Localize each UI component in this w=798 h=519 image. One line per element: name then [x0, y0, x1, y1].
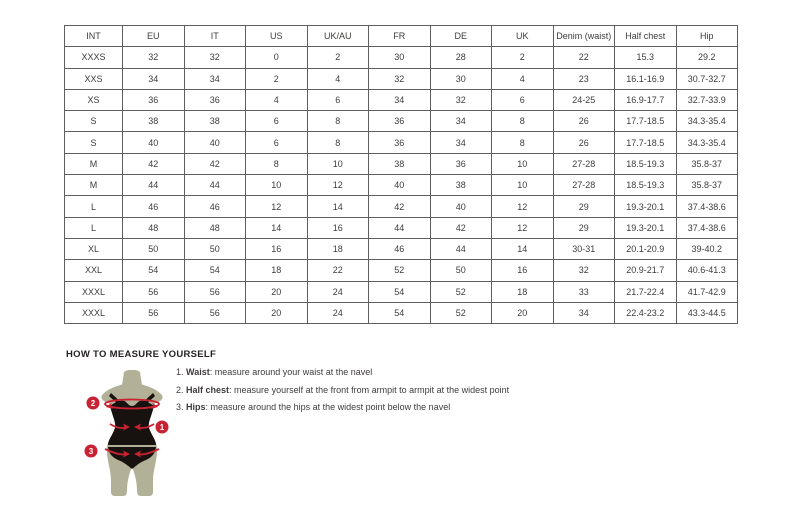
- table-row: [65, 89, 738, 110]
- measurement-figure: [78, 370, 186, 500]
- table-cell: 20: [246, 281, 308, 302]
- table-row: [65, 132, 738, 153]
- table-cell: 6: [492, 89, 554, 110]
- table-cell: 20.9-21.7: [615, 260, 677, 281]
- table-cell: 21.7-22.4: [615, 281, 677, 302]
- table-cell: 46: [123, 196, 185, 217]
- table-cell: 16: [246, 238, 308, 259]
- measure-step-waist: [176, 367, 509, 377]
- table-cell: 24: [307, 281, 369, 302]
- table-cell: 38: [369, 153, 431, 174]
- table-cell: 56: [123, 302, 185, 323]
- size-chart-table: [64, 25, 738, 324]
- table-cell: 32: [430, 89, 492, 110]
- table-cell: 29.2: [676, 47, 738, 68]
- table-cell: 56: [184, 302, 246, 323]
- table-cell: 50: [123, 238, 185, 259]
- step-term: Half chest: [186, 384, 230, 395]
- table-cell: XS: [65, 89, 123, 110]
- table-cell: 4: [307, 68, 369, 89]
- table-cell: XXXS: [65, 47, 123, 68]
- table-cell: 35.8-37: [676, 175, 738, 196]
- table-cell: 56: [123, 281, 185, 302]
- table-row: [65, 260, 738, 281]
- column-header: INT: [65, 26, 123, 47]
- table-row: [65, 217, 738, 238]
- table-cell: 42: [430, 217, 492, 238]
- table-cell: 40: [184, 132, 246, 153]
- table-cell: 2: [246, 68, 308, 89]
- table-row: [65, 196, 738, 217]
- table-cell: 36: [369, 111, 431, 132]
- table-cell: 20: [492, 302, 554, 323]
- table-cell: 32.7-33.9: [676, 89, 738, 110]
- step-term: Hips: [186, 402, 206, 412]
- marker-2: 2: [90, 399, 96, 408]
- table-cell: 32: [123, 47, 185, 68]
- table-cell: 8: [307, 132, 369, 153]
- table-row: [65, 281, 738, 302]
- column-header: Half chest: [615, 26, 677, 47]
- measure-section-title: HOW TO MEASURE YOURSELF: [66, 349, 217, 360]
- table-cell: 10: [492, 153, 554, 174]
- table-cell: 56: [184, 281, 246, 302]
- table-cell: M: [65, 153, 123, 174]
- table-cell: 18.5-19.3: [615, 153, 677, 174]
- table-cell: XXXL: [65, 281, 123, 302]
- table-cell: 40: [123, 132, 185, 153]
- table-cell: XXS: [65, 68, 123, 89]
- table-cell: 52: [430, 281, 492, 302]
- table-cell: 34.3-35.4: [676, 111, 738, 132]
- table-cell: 10: [492, 175, 554, 196]
- table-cell: 40.6-41.3: [676, 260, 738, 281]
- table-cell: 42: [184, 153, 246, 174]
- table-cell: 20: [246, 302, 308, 323]
- table-cell: 29: [553, 196, 615, 217]
- mannequin-illustration-icon: [78, 370, 186, 500]
- table-cell: 37.4-38.6: [676, 196, 738, 217]
- table-cell: 6: [246, 132, 308, 153]
- table-cell: 54: [369, 302, 431, 323]
- table-cell: 54: [184, 260, 246, 281]
- table-cell: 2: [307, 47, 369, 68]
- column-header: EU: [123, 26, 185, 47]
- table-cell: 24-25: [553, 89, 615, 110]
- table-cell: 35.8-37: [676, 153, 738, 174]
- step-term: Waist: [186, 367, 210, 377]
- column-header: IT: [184, 26, 246, 47]
- table-cell: 30.7-32.7: [676, 68, 738, 89]
- table-cell: 38: [430, 175, 492, 196]
- table-cell: 30: [369, 47, 431, 68]
- table-row: [65, 47, 738, 68]
- table-row: [65, 238, 738, 259]
- table-cell: 44: [123, 175, 185, 196]
- table-cell: 10: [246, 175, 308, 196]
- table-cell: 20.1-20.9: [615, 238, 677, 259]
- table-cell: 30-31: [553, 238, 615, 259]
- table-cell: 19.3-20.1: [615, 196, 677, 217]
- table-cell: 4: [492, 68, 554, 89]
- table-cell: 12: [492, 196, 554, 217]
- table-cell: 4: [246, 89, 308, 110]
- table-cell: 43.3-44.5: [676, 302, 738, 323]
- table-cell: 27-28: [553, 153, 615, 174]
- step-number: 1.: [176, 367, 184, 377]
- step-description: : measure yourself at the front from armpit to armpit at the widest point: [229, 384, 510, 395]
- marker-3: 3: [88, 447, 94, 456]
- table-cell: 46: [369, 238, 431, 259]
- table-cell: 8: [492, 111, 554, 132]
- table-cell: 29: [553, 217, 615, 238]
- column-header: UK: [492, 26, 554, 47]
- step-number: 3.: [176, 402, 184, 412]
- size-table-header-row: [65, 26, 738, 47]
- table-cell: 14: [492, 238, 554, 259]
- table-cell: 23: [553, 68, 615, 89]
- table-cell: 34: [123, 68, 185, 89]
- table-cell: 34: [369, 89, 431, 110]
- table-cell: 52: [430, 302, 492, 323]
- table-cell: 48: [184, 217, 246, 238]
- table-cell: XL: [65, 238, 123, 259]
- column-header: US: [246, 26, 308, 47]
- column-header: FR: [369, 26, 431, 47]
- table-cell: XXXL: [65, 302, 123, 323]
- table-cell: L: [65, 196, 123, 217]
- table-cell: 22: [553, 47, 615, 68]
- table-cell: 0: [246, 47, 308, 68]
- table-cell: 34: [184, 68, 246, 89]
- marker-1: 1: [159, 423, 165, 432]
- table-cell: 17.7-18.5: [615, 111, 677, 132]
- table-cell: L: [65, 217, 123, 238]
- column-header: DE: [430, 26, 492, 47]
- table-cell: 27-28: [553, 175, 615, 196]
- column-header: Hip: [676, 26, 738, 47]
- table-cell: 54: [123, 260, 185, 281]
- table-cell: 2: [492, 47, 554, 68]
- table-row: [65, 68, 738, 89]
- table-cell: 48: [123, 217, 185, 238]
- step-number: 2.: [176, 384, 184, 395]
- table-cell: 32: [369, 68, 431, 89]
- table-cell: 44: [430, 238, 492, 259]
- table-cell: 26: [553, 111, 615, 132]
- table-cell: 18: [246, 260, 308, 281]
- table-cell: 12: [307, 175, 369, 196]
- table-cell: 10: [307, 153, 369, 174]
- table-cell: 42: [369, 196, 431, 217]
- column-header: UK/AU: [307, 26, 369, 47]
- table-cell: 50: [430, 260, 492, 281]
- table-cell: 54: [369, 281, 431, 302]
- table-cell: 33: [553, 281, 615, 302]
- table-cell: 16: [307, 217, 369, 238]
- table-cell: 52: [369, 260, 431, 281]
- table-cell: S: [65, 132, 123, 153]
- table-cell: 38: [123, 111, 185, 132]
- measure-step-hips: [176, 402, 509, 412]
- table-cell: 14: [307, 196, 369, 217]
- table-cell: 15.3: [615, 47, 677, 68]
- table-cell: 40: [430, 196, 492, 217]
- table-cell: 34: [430, 132, 492, 153]
- table-cell: 30: [430, 68, 492, 89]
- table-cell: 12: [492, 217, 554, 238]
- step-description: : measure around your waist at the navel: [209, 367, 373, 377]
- table-cell: 36: [123, 89, 185, 110]
- table-cell: 12: [246, 196, 308, 217]
- table-cell: 42: [123, 153, 185, 174]
- table-row: [65, 302, 738, 323]
- table-cell: 40: [369, 175, 431, 196]
- table-cell: 16.1-16.9: [615, 68, 677, 89]
- column-header: Denim (waist): [553, 26, 615, 47]
- table-cell: 24: [307, 302, 369, 323]
- table-cell: 36: [184, 89, 246, 110]
- step-description: : measure around the hips at the widest point below the navel: [205, 402, 451, 412]
- table-cell: 41.7-42.9: [676, 281, 738, 302]
- table-cell: 17.7-18.5: [615, 132, 677, 153]
- table-cell: 8: [307, 111, 369, 132]
- table-cell: M: [65, 175, 123, 196]
- table-cell: XXL: [65, 260, 123, 281]
- measure-steps-list: [176, 367, 509, 420]
- table-cell: 50: [184, 238, 246, 259]
- table-cell: 32: [184, 47, 246, 68]
- table-cell: 34: [553, 302, 615, 323]
- table-cell: 44: [184, 175, 246, 196]
- measure-step-half-chest: [176, 385, 509, 395]
- table-cell: 38: [184, 111, 246, 132]
- table-row: [65, 175, 738, 196]
- table-cell: 37.4-38.6: [676, 217, 738, 238]
- table-cell: 44: [369, 217, 431, 238]
- table-cell: 36: [430, 153, 492, 174]
- table-cell: S: [65, 111, 123, 132]
- table-cell: 34: [430, 111, 492, 132]
- table-cell: 6: [246, 111, 308, 132]
- table-cell: 46: [184, 196, 246, 217]
- table-row: [65, 111, 738, 132]
- table-cell: 39-40.2: [676, 238, 738, 259]
- table-cell: 6: [307, 89, 369, 110]
- table-cell: 26: [553, 132, 615, 153]
- table-cell: 16: [492, 260, 554, 281]
- table-cell: 16.9-17.7: [615, 89, 677, 110]
- table-cell: 14: [246, 217, 308, 238]
- table-cell: 8: [246, 153, 308, 174]
- table-cell: 34.3-35.4: [676, 132, 738, 153]
- table-cell: 18: [492, 281, 554, 302]
- table-cell: 32: [553, 260, 615, 281]
- table-cell: 8: [492, 132, 554, 153]
- table-cell: 18: [307, 238, 369, 259]
- table-cell: 18.5-19.3: [615, 175, 677, 196]
- table-cell: 22.4-23.2: [615, 302, 677, 323]
- table-row: [65, 153, 738, 174]
- table-cell: 19.3-20.1: [615, 217, 677, 238]
- size-table-body: [65, 47, 738, 324]
- table-cell: 28: [430, 47, 492, 68]
- table-cell: 36: [369, 132, 431, 153]
- table-cell: 22: [307, 260, 369, 281]
